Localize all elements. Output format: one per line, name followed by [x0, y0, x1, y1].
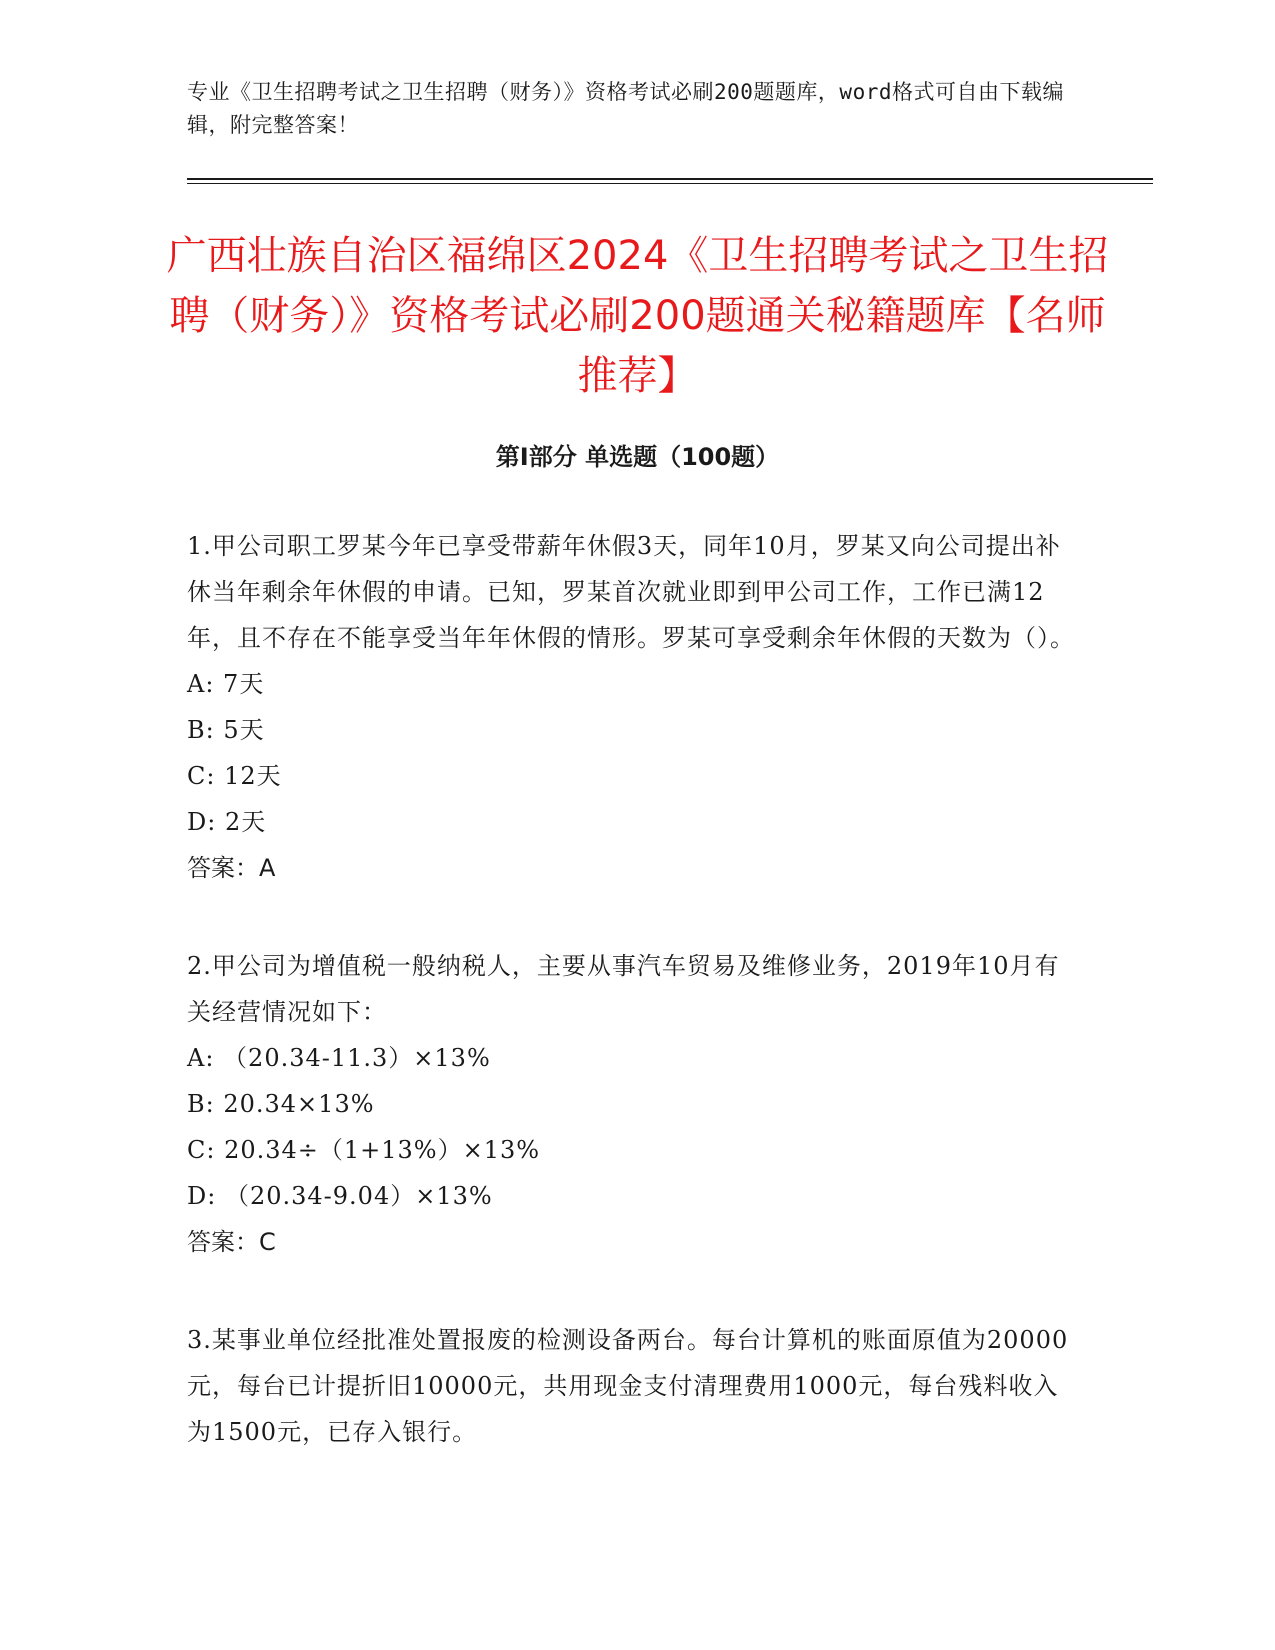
- header-divider-thick: [187, 178, 1153, 180]
- header-divider-thin: [187, 183, 1153, 184]
- option-b: B: 20.34×13%: [187, 1090, 375, 1118]
- section-heading: 第Ⅰ部分 单选题（100题）: [495, 443, 780, 471]
- option-b: B: 5天: [187, 716, 265, 744]
- option-a: A: （20.34-11.3）×13%: [187, 1044, 491, 1072]
- question-stem: 3.某事业单位经批准处置报废的检测设备两台。每台计算机的账面原值为20000元，每台已计提折旧10000元，共用现金支付清理费用1000元，每台残料收入为1500元，已存入银行。: [187, 1326, 1069, 1446]
- question-2: [187, 943, 1077, 1265]
- option-c: C: 12天: [187, 762, 282, 790]
- option-c: C: 20.34÷（1+13%）×13%: [187, 1136, 541, 1164]
- question-stem: 2.甲公司为增值税一般纳税人，主要从事汽车贸易及维修业务，2019年10月有关经营情况如下：: [187, 952, 1060, 1026]
- answer-label: 答案：C: [187, 1228, 276, 1256]
- option-d: D: （20.34-9.04）×13%: [187, 1182, 493, 1210]
- question-list: [187, 523, 1077, 1507]
- header-note: 专业《卫生招聘考试之卫生招聘（财务）》资格考试必刷200题题库，word格式可自由下载编辑，附完整答案！: [187, 80, 1064, 137]
- question-stem: 1.甲公司职工罗某今年已享受带薪年休假3天，同年10月，罗某又向公司提出补休当年剩余年休假的申请。已知，罗某首次就业即到甲公司工作，工作已满12年，且不存在不能享受当年年休假的情形。罗某可享受剩余年休假的天数为（）。: [187, 532, 1075, 652]
- answer-label: 答案：A: [187, 854, 276, 882]
- document-title: 广西壮族自治区福绵区2024《卫生招聘考试之卫生招聘（财务）》资格考试必刷200题通关秘籍题库【名师推荐】: [166, 233, 1109, 399]
- option-d: D: 2天: [187, 808, 267, 836]
- option-a: A: 7天: [187, 670, 265, 698]
- question-1: [187, 523, 1077, 891]
- question-3: [187, 1317, 1077, 1455]
